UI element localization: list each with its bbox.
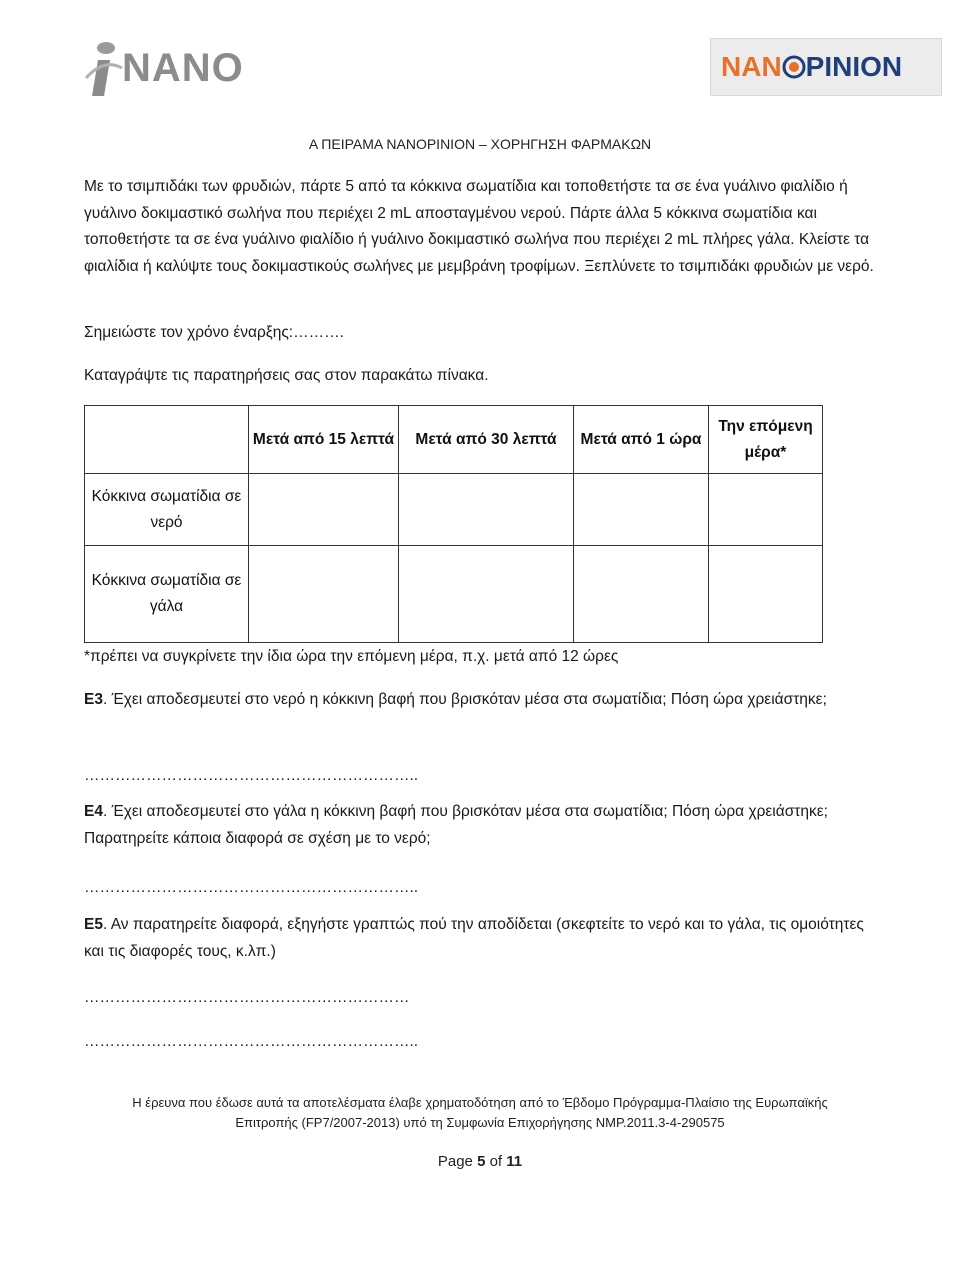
question-text: . Έχει αποδεσμευτεί στο νερό η κόκκινη βαφή που βρισκόταν μέσα στα σωματίδια; Πόση ώρα χρειάστηκε; [102, 691, 827, 708]
observation-cell[interactable] [574, 474, 709, 546]
page-mid: of [485, 1153, 507, 1170]
table-header-row [85, 406, 823, 474]
page-prefix: Page [437, 1153, 478, 1170]
page-current: 5 [477, 1153, 486, 1170]
answer-line-e5-1[interactable]: ……………………………………………………… [84, 989, 410, 1006]
question-e5 [84, 911, 884, 965]
nanopinion-logo [710, 38, 942, 96]
answer-line-e4[interactable]: ……………………………………………………….. [84, 879, 419, 896]
question-number: Ε5 [84, 916, 103, 933]
question-number: Ε3 [84, 691, 103, 708]
table-row [85, 546, 823, 643]
observation-cell[interactable] [709, 474, 823, 546]
funding-note-line2: Επιτροπής (FP7/2007-2013) υπό τη Συμφωνία Επιχορήγησης NMP.2011.3-4-290575 [235, 1115, 725, 1130]
record-instruction: Καταγράψτε τις παρατηρήσεις σας στον παρακάτω πίνακα. [84, 367, 489, 384]
observation-cell[interactable] [399, 546, 574, 643]
document-title: Α ΠΕΙΡΑΜΑ NANOPINION – ΧΟΡΗΓΗΣΗ ΦΑΡΜΑΚΩΝ [308, 136, 652, 152]
header-1-hour: Μετά από 1 ώρα [574, 406, 709, 474]
row-label-milk: Κόκκινα σωματίδια σε γάλα [85, 546, 249, 643]
question-number: Ε4 [84, 803, 103, 820]
nanopinion-logo-pinion: PINION [805, 51, 903, 82]
answer-line-e5-2[interactable]: ……………………………………………………….. [84, 1033, 419, 1050]
table-row [85, 474, 823, 546]
inano-logo-text: NANO [122, 46, 244, 90]
funding-note-line1: Η έρευνα που έδωσε αυτά τα αποτελέσματα έλαβε χρηματοδότηση από το Έβδομο Πρόγραμμα-Πλαίσιο της Ευρωπαϊκής [132, 1095, 828, 1110]
question-text: . Αν παρατηρείτε διαφορά, εξηγήστε γραπτώς πού την αποδίδεται (σκεφτείτε το νερό και το γάλα, τις ομοιότητες και τις διαφορές τους, κ.λπ.) [84, 916, 864, 960]
start-time-prompt: Σημειώστε τον χρόνο έναρξης:………. [84, 324, 344, 341]
observation-cell[interactable] [249, 474, 399, 546]
row-label-water: Κόκκινα σωματίδια σε νερό [85, 474, 249, 546]
nanopinion-globe-icon [782, 55, 806, 79]
question-e4 [84, 798, 884, 852]
header-next-day: Την επόμενη μέρα* [709, 406, 823, 474]
observation-cell[interactable] [399, 474, 574, 546]
nanopinion-logo-nan: NAN [721, 51, 782, 82]
inano-logo [84, 38, 254, 100]
question-text: . Έχει αποδεσμευτεί στο γάλα η κόκκινη βαφή που βρισκόταν μέσα στα σωματίδια; Πόση ώρα χρειάστηκε; Παρατηρείτε κάποια διαφορά σε σχέση με το νερό; [84, 803, 828, 847]
page-total: 11 [506, 1153, 523, 1170]
intro-paragraph: Με το τσιμπιδάκι των φρυδιών, πάρτε 5 από τα κόκκινα σωματίδια και τοποθετήστε τα σε ένα γυάλινο φιαλίδιο ή γυάλινο δοκιμαστικό σωλήνα που περιέχει 2 mL αποσταγμένου νερού. Πάρτε άλλα 5 κόκκινα σωματίδια και τοποθετήστε τα σε ένα γυάλινο φιαλίδιο ή γυάλινο δοκιμαστικό σωλήνα που περιέχει 2 mL πλήρες γάλα. Κλείστε τα φιαλίδια ή καλύψτε τους δοκιμαστικούς σωλήνες με μεμβράνη τροφίμων. Ξεπλύνετε το τσιμπιδάκι φρυδιών με νερό. [84, 178, 874, 275]
question-e3 [84, 686, 884, 713]
table-footnote: *πρέπει να συγκρίνετε την ίδια ώρα την επόμενη μέρα, π.χ. μετά από 12 ώρες [84, 648, 619, 665]
answer-line-e3[interactable]: ……………………………………………………….. [84, 767, 419, 784]
observation-cell[interactable] [574, 546, 709, 643]
observation-table [84, 405, 823, 643]
table-corner-cell [85, 406, 249, 474]
header-30-min: Μετά από 30 λεπτά [399, 406, 574, 474]
observation-cell[interactable] [709, 546, 823, 643]
inano-swoosh-icon [84, 38, 124, 100]
header-15-min: Μετά από 15 λεπτά [249, 406, 399, 474]
observation-cell[interactable] [249, 546, 399, 643]
page-number [0, 1153, 960, 1170]
